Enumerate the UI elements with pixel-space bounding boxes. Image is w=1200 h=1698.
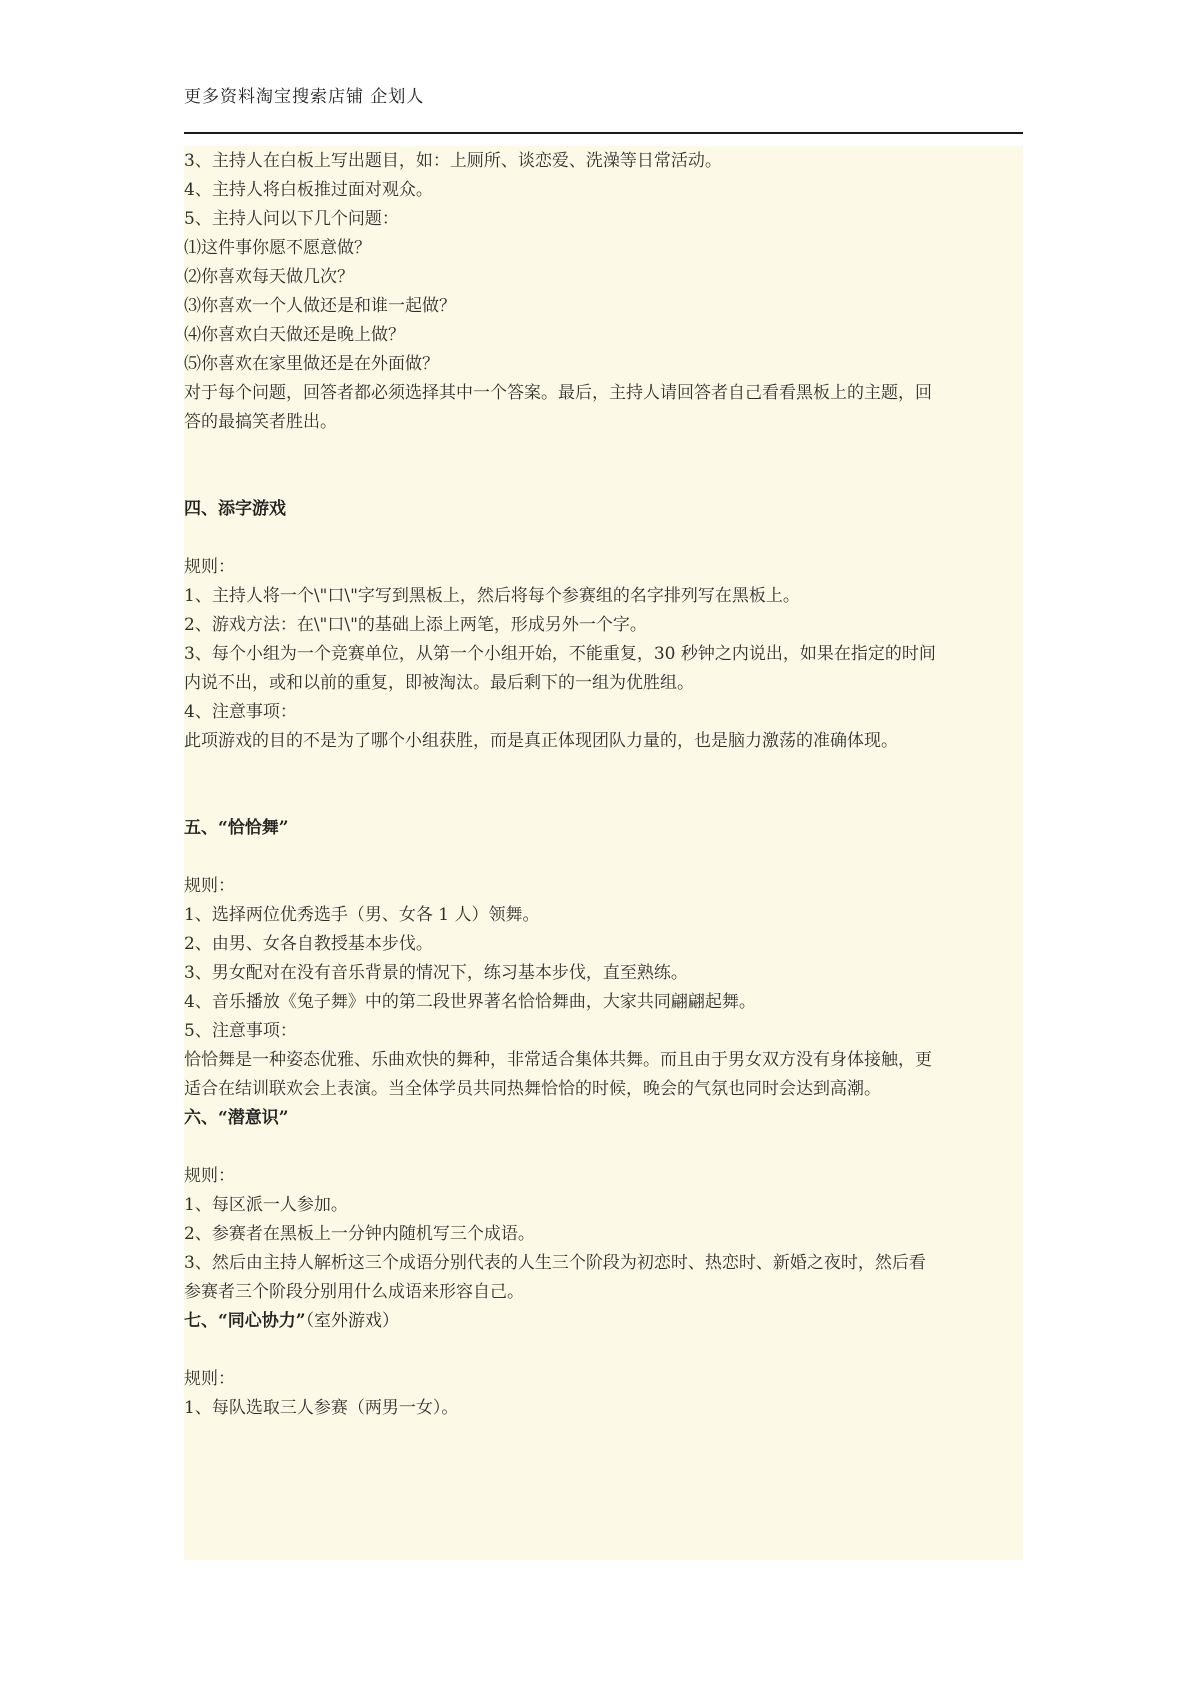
text-line: 4、注意事项：: [184, 702, 297, 722]
text-line: ⑷你喜欢白天做还是晚上做？: [184, 325, 405, 345]
document-body: [184, 146, 1023, 1560]
text-line: 3、主持人在白板上写出题目，如：上厕所、谈恋爱、洗澡等日常活动。: [184, 151, 722, 171]
section-heading: [184, 1310, 399, 1332]
section-heading: 六、“潜意识”: [184, 1108, 289, 1128]
text-line: 2、由男、女各自教授基本步伐。: [184, 934, 433, 954]
text-line: 规则：: [184, 1166, 235, 1186]
text-line: 4、音乐播放《兔子舞》中的第二段世界著名恰恰舞曲，大家共同翩翩起舞。: [184, 992, 756, 1012]
text-line: 1、每区派一人参加。: [184, 1195, 348, 1215]
section-heading-title: 七、“同心协力”: [184, 1311, 306, 1331]
section-heading: 四、添字游戏: [184, 499, 286, 519]
text-line: 1、主持人将一个\"口\"字写到黑板上，然后将每个参赛组的名字排列写在黑板上。: [184, 586, 800, 606]
text-line: 答的最搞笑者胜出。: [184, 412, 337, 432]
text-line: 适合在结训联欢会上表演。当全体学员共同热舞恰恰的时候，晚会的气氛也同时会达到高潮。: [184, 1079, 881, 1099]
text-line: 规则：: [184, 557, 235, 577]
text-line: 4、主持人将白板推过面对观众。: [184, 180, 433, 200]
text-line: ⑴这件事你愿不愿意做？: [184, 238, 371, 258]
text-line: 5、主持人问以下几个问题：: [184, 209, 399, 229]
text-line: 对于每个问题，回答者都必须选择其中一个答案。最后，主持人请回答者自己看看黑板上的主题，回: [184, 383, 932, 403]
text-line: 3、然后由主持人解析这三个成语分别代表的人生三个阶段为初恋时、热恋时、新婚之夜时，然后看: [184, 1253, 926, 1273]
text-line: 规则：: [184, 876, 235, 896]
text-line: 2、参赛者在黑板上一分钟内随机写三个成语。: [184, 1224, 535, 1244]
text-line: 3、男女配对在没有音乐背景的情况下，练习基本步伐，直至熟练。: [184, 963, 688, 983]
text-line: ⑸你喜欢在家里做还是在外面做？: [184, 354, 439, 374]
section-heading: 五、“恰恰舞”: [184, 818, 289, 838]
text-line: 2、游戏方法：在\"口\"的基础上添上两笔，形成另外一个字。: [184, 615, 647, 635]
section-heading-note: （室外游戏）: [305, 1311, 400, 1331]
text-line: 1、选择两位优秀选手（男、女各 1 人）领舞。: [184, 905, 540, 925]
text-line: 规则：: [184, 1369, 235, 1389]
text-line: 5、注意事项：: [184, 1021, 297, 1041]
text-line: 参赛者三个阶段分别用什么成语来形容自己。: [184, 1282, 524, 1302]
text-line: ⑶你喜欢一个人做还是和谁一起做？: [184, 296, 456, 316]
text-line: 恰恰舞是一种姿态优雅、乐曲欢快的舞种，非常适合集体共舞。而且由于男女双方没有身体接触，更: [184, 1050, 932, 1070]
text-line: ⑵你喜欢每天做几次？: [184, 267, 354, 287]
header-divider: [184, 132, 1023, 134]
text-line: 1、每队选取三人参赛（两男一女）。: [184, 1398, 459, 1418]
text-line: 3、每个小组为一个竞赛单位，从第一个小组开始，不能重复，30 秒钟之内说出，如果在指定的时间: [184, 644, 936, 664]
text-line: 内说不出，或和以前的重复，即被淘汰。最后剩下的一组为优胜组。: [184, 673, 694, 693]
page-header: 更多资料淘宝搜索店铺 企划人: [184, 87, 425, 107]
text-line: 此项游戏的目的不是为了哪个小组获胜，而是真正体现团队力量的，也是脑力激荡的准确体现。: [184, 731, 898, 751]
